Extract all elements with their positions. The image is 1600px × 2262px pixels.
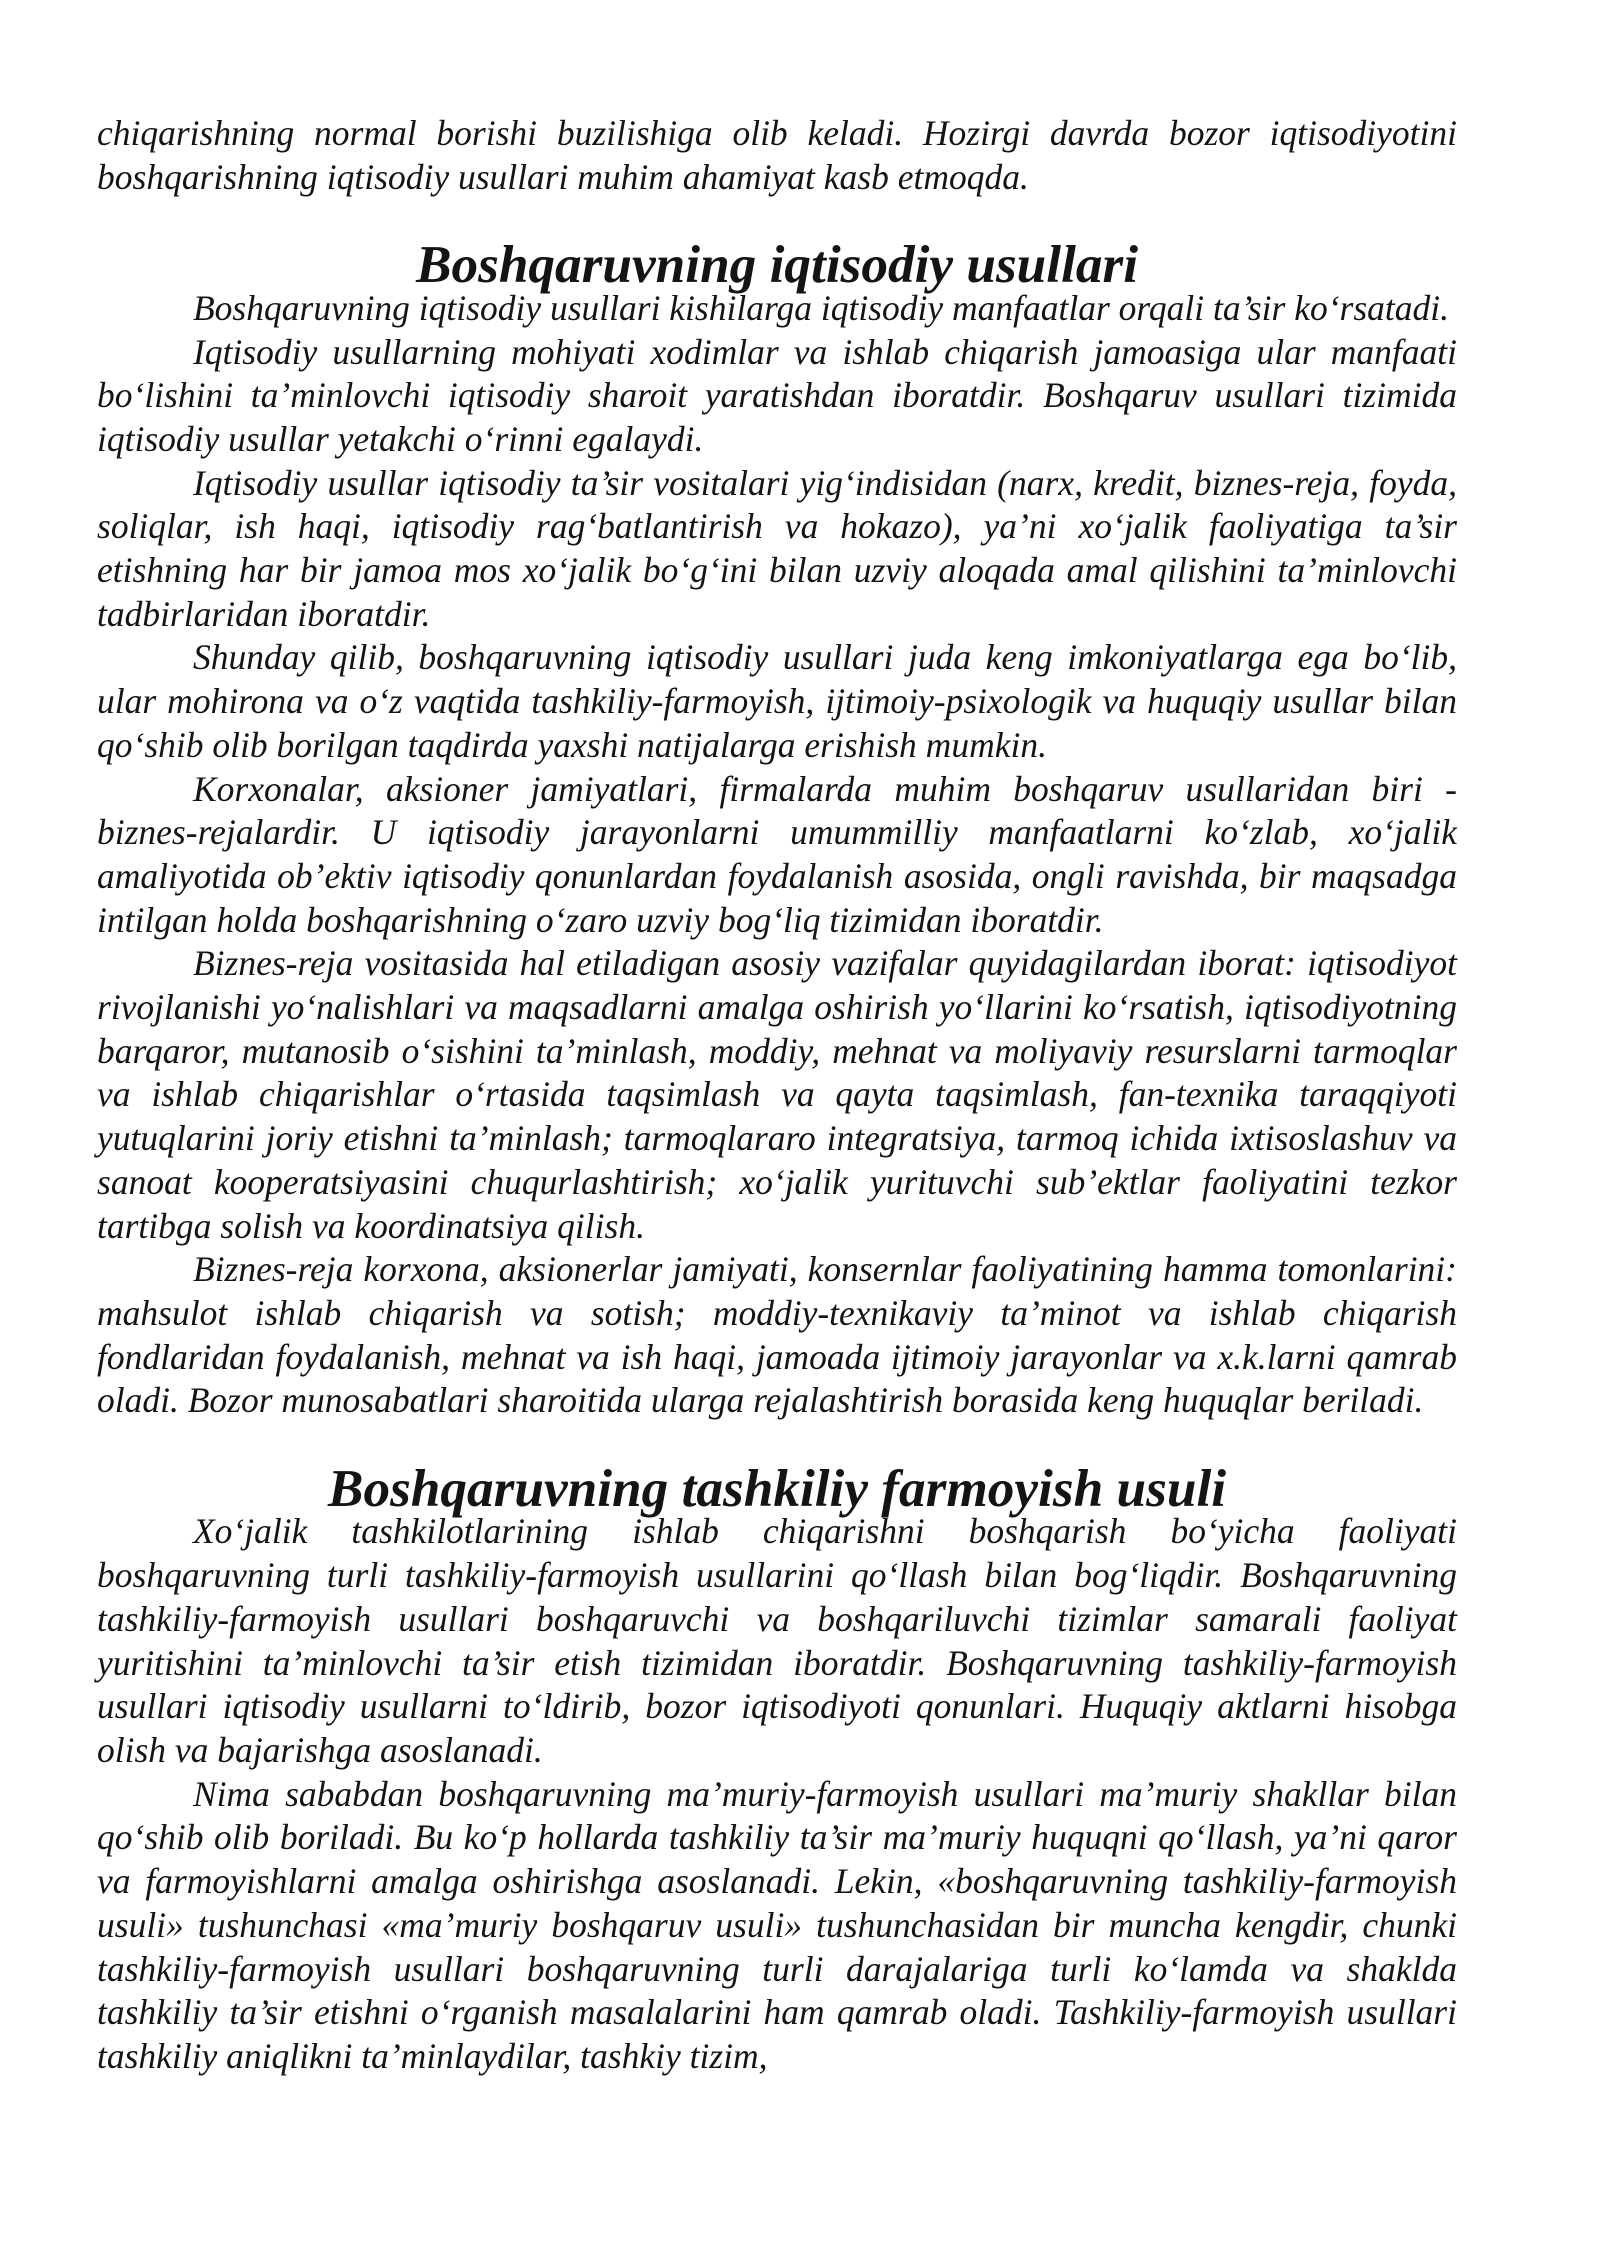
paragraph: Shunday qilib, boshqaruvning iqtisodiy usullari juda keng imkoniyatlarga ega bo‘lib, ular mohirona va o‘z vaqtida tashkiliy-farmoyish, ijtimoiy-psixologik va huquqiy usullar bilan qo‘shib olib borilgan taqdirda yaxshi natijalarga erishish mumkin. [97,637,1457,765]
paragraph: Biznes-reja korxona, aksionerlar jamiyati, konsernlar faoliyatining hamma tomonlarini: mahsulot ishlab chiqarish va sotish; moddiy-texnikaviy ta’minot va ishlab chiqarish fondlaridan foydalanish, mehnat va ish haqi, jamoada ijtimoiy jarayonlar va x.k.larni qamrab oladi. Bozor munosabatlari sharoitida ularga rejalashtirish borasida keng huquqlar beriladi. [97,1249,1457,1421]
paragraph: Korxonalar, aksioner jamiyatlari, firmalarda muhim boshqaruv usullaridan biri - biznes-rejalardir. U iqtisodiy jarayonlarni umummilliy manfaatlarni ko‘zlab, xo‘jalik amaliyotida ob’ektiv iqtisodiy qonunlardan foydalanish asosida, ongli ravishda, bir maqsadga intilgan holda boshqarishning o‘zaro uzviy bog‘liq tizimidan iboratdir. [97,768,1457,940]
paragraph: Boshqaruvning iqtisodiy usullari kishilarga iqtisodiy manfaatlar orqali ta’sir ko‘rsatadi. [193,287,1450,328]
section-heading-economic-methods: Boshqaruvning iqtisodiy usullari [415,235,1139,295]
paragraph: Xo‘jalik tashkilotlarining ishlab chiqarishni boshqarish bo‘yicha faoliyati boshqaruvning turli tashkiliy-farmoyish usullarini qo‘llash bilan bog‘liqdir. Boshqaruvning tashkiliy-farmoyish usullari boshqaruvchi va boshqariluvchi tizimlar samarali faoliyat yuritishini ta’minlovchi ta’sir etish tizimidan iboratdir. Boshqaruvning tashkiliy-farmoyish usullari iqtisodiy usullarni to‘ldirib, bozor iqtisodiyoti qonunlari. Huquqiy aktlarni hisobga olish va bajarishga asoslanadi. [97,1511,1457,1770]
paragraph: Iqtisodiy usullarning mohiyati xodimlar va ishlab chiqarish jamoasiga ular manfaati bo‘lishini ta’minlovchi iqtisodiy sharoit yaratishdan iboratdir. Boshqaruv usullari tizimida iqtisodiy usullar yetakchi o‘rinni egalaydi. [97,331,1457,459]
document-page [97,112,1457,2079]
section-heading-organizational-methods: Boshqaruvning tashkiliy farmoyish usuli [327,1458,1227,1518]
intro-paragraph: chiqarishning normal borishi buzilishiga olib keladi. Hozirgi davrda bozor iqtisodiyotini boshqarishning iqtisodiy usullari muhim ahamiyat kasb etmoqda. [97,113,1457,197]
paragraph: Iqtisodiy usullar iqtisodiy ta’sir vositalari yig‘indisidan (narx, kredit, biznes-reja, foyda, soliqlar, ish haqi, iqtisodiy rag‘batlantirish va hokazo), ya’ni xo‘jalik faoliyatiga ta’sir etishning har bir jamoa mos xo‘jalik bo‘g‘ini bilan uzviy aloqada amal qilishini ta’minlovchi tadbirlaridan iboratdir. [97,462,1457,634]
paragraph: Nima sababdan boshqaruvning ma’muriy-farmoyish usullari ma’muriy shakllar bilan qo‘shib olib boriladi. Bu ko‘p hollarda tashkiliy ta’sir ma’muriy huquqni qo‘llash, ya’ni qaror va farmoyishlarni amalga oshirishga asoslanadi. Lekin, «boshqaruvning tashkiliy-farmoyish usuli» tushunchasi «ma’muriy boshqaruv usuli» tushunchasidan bir muncha kengdir, chunki tashkiliy-farmoyish usullari boshqaruvning turli darajalariga turli ko‘lamda va shaklda tashkiliy ta’sir etishni o‘rganish masalalarini ham qamrab oladi. Tashkiliy-farmoyish usullari tashkiliy aniqlikni ta’minlaydilar, tashkiy tizim, [97,1773,1457,2076]
paragraph: Biznes-reja vositasida hal etiladigan asosiy vazifalar quyidagilardan iborat: iqtisodiyot rivojlanishi yo‘nalishlari va maqsadlarni amalga oshirish yo‘llarini ko‘rsatish, iqtisodiyotning barqaror, mutanosib o‘sishini ta’minlash, moddiy, mehnat va moliyaviy resurslarni tarmoqlar va ishlab chiqarishlar o‘rtasida taqsimlash va qayta taqsimlash, fan-texnika taraqqiyoti yutuqlarini joriy etishni ta’minlash; tarmoqlararo integratsiya, tarmoq ichida ixtisoslashuv va sanoat kooperatsiyasini chuqurlashtirish; xo‘jalik yurituvchi sub’ektlar faoliyatini tezkor tartibga solish va koordinatsiya qilish. [97,943,1457,1246]
